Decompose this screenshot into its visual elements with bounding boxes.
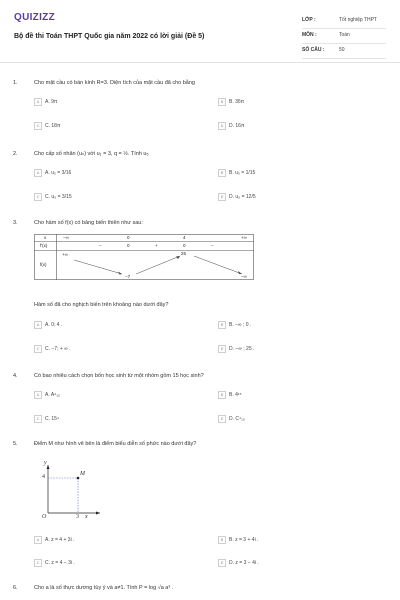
option-text: D. C⁴₁₅ bbox=[229, 416, 245, 422]
f-value: −7 bbox=[125, 274, 131, 279]
option-a[interactable] bbox=[34, 98, 57, 106]
option-b[interactable] bbox=[218, 536, 258, 544]
question-text: Cho cấp số nhân (uₙ) với u₁ = 3, q = ½. Tính u₅ bbox=[34, 151, 149, 157]
option-a[interactable] bbox=[34, 536, 74, 544]
option-b[interactable] bbox=[218, 321, 251, 329]
derivative-zero: 0 bbox=[183, 243, 186, 248]
meta-row-subject bbox=[302, 29, 386, 44]
option-text: D. 16π bbox=[229, 123, 245, 129]
option-letter-box: C bbox=[34, 415, 42, 423]
x-value: 4 bbox=[183, 235, 186, 240]
f-value: +∞ bbox=[62, 252, 68, 257]
option-text: B. −∞ ; 0 . bbox=[229, 322, 252, 328]
meta-value: Toán bbox=[339, 32, 350, 38]
option-text: B. 36π bbox=[229, 99, 245, 105]
question-text: Cho a là số thực dương tùy ý và a≠1. Tính P = log √a a³ . bbox=[34, 585, 174, 591]
option-d[interactable] bbox=[218, 559, 259, 567]
x-value: −∞ bbox=[63, 235, 69, 240]
option-c[interactable] bbox=[34, 345, 71, 353]
option-letter-box: B bbox=[218, 536, 226, 544]
question-text: Cho hàm số f(x) có bảng biến thiên như sau: bbox=[34, 220, 143, 226]
x-tick-label: 3 bbox=[76, 514, 79, 520]
option-letter-box: B bbox=[218, 391, 226, 399]
question-number: 3. bbox=[13, 220, 18, 226]
quizizz-logo: QUIZIZZ bbox=[14, 12, 55, 23]
meta-row-class bbox=[302, 14, 386, 29]
option-letter-box: C bbox=[34, 345, 42, 353]
option-text: A. 9π bbox=[45, 99, 58, 105]
derivative-sign: − bbox=[99, 243, 102, 248]
option-text: C. 18π bbox=[45, 123, 61, 129]
question-number: 5. bbox=[13, 441, 18, 447]
document-title: Bộ đề thi Toán THPT Quốc gia năm 2022 có lời giải (Đề 5) bbox=[14, 33, 205, 40]
option-letter-box: C bbox=[34, 122, 42, 130]
variation-table-lines bbox=[34, 234, 254, 280]
f-row-label: f(x) bbox=[40, 262, 47, 267]
x-row-label: x bbox=[44, 235, 47, 240]
option-letter-box: C bbox=[34, 559, 42, 567]
option-text: C. z = 4 − 3i . bbox=[45, 560, 75, 566]
option-letter-box: A bbox=[34, 391, 42, 399]
meta-box bbox=[302, 14, 386, 59]
increase-arrow bbox=[136, 256, 180, 274]
f-value: 25 bbox=[181, 251, 187, 256]
meta-label: MÔN : bbox=[302, 32, 317, 38]
point-m bbox=[77, 477, 80, 480]
question-text: Cho mặt cầu có bán kính R=3. Diện tích của mặt cầu đã cho bằng bbox=[34, 80, 195, 86]
option-letter-box: D bbox=[218, 122, 226, 130]
x-value: +∞ bbox=[241, 235, 247, 240]
derivative-sign: − bbox=[211, 243, 214, 248]
y-axis-label: y bbox=[44, 460, 47, 466]
option-letter-box: C bbox=[34, 193, 42, 201]
option-letter-box: A bbox=[34, 98, 42, 106]
point-m-label: M bbox=[80, 471, 85, 477]
option-c[interactable] bbox=[34, 415, 59, 423]
variation-table bbox=[34, 234, 254, 280]
option-d[interactable] bbox=[218, 193, 256, 201]
option-c[interactable] bbox=[34, 559, 75, 567]
option-letter-box: D bbox=[218, 559, 226, 567]
option-text: A. u₅ = 3/16 bbox=[45, 170, 72, 176]
option-a[interactable] bbox=[34, 321, 62, 329]
f-value: −∞ bbox=[241, 274, 247, 279]
option-letter-box: D bbox=[218, 345, 226, 353]
x-axis-label: x bbox=[85, 514, 88, 520]
decrease-arrow-1 bbox=[74, 260, 122, 274]
option-text: D. u₅ = 12/5 bbox=[229, 194, 256, 200]
x-value: 0 bbox=[127, 235, 130, 240]
derivative-zero: 0 bbox=[127, 243, 130, 248]
option-d[interactable] bbox=[218, 345, 254, 353]
option-text: B. 4¹⁵ bbox=[229, 392, 242, 398]
option-c[interactable] bbox=[34, 193, 72, 201]
option-text: C. u₅ = 3/15 bbox=[45, 194, 72, 200]
option-letter-box: A bbox=[34, 536, 42, 544]
decrease-arrow-2 bbox=[194, 256, 242, 274]
option-letter-box: B bbox=[218, 98, 226, 106]
meta-label: SỐ CÂU : bbox=[302, 47, 325, 53]
derivative-sign: + bbox=[155, 243, 158, 248]
x-axis-arrow bbox=[96, 512, 100, 515]
option-text: A. z = 4 + 3i . bbox=[45, 537, 75, 543]
option-text: D. −∞ ; 25 . bbox=[229, 346, 255, 352]
meta-label: LỚP : bbox=[302, 17, 316, 23]
meta-value: 50 bbox=[339, 47, 345, 53]
meta-row-count bbox=[302, 44, 386, 59]
option-letter-box: A bbox=[34, 169, 42, 177]
option-d[interactable] bbox=[218, 122, 244, 130]
question-number: 6. bbox=[13, 585, 18, 591]
question-subtext: Hàm số đã cho nghịch biến trên khoảng nào dưới đây? bbox=[34, 302, 169, 308]
option-text: B. u₅ = 1/15 bbox=[229, 170, 256, 176]
question-number: 2. bbox=[13, 151, 18, 157]
option-text: C. 15⁴ bbox=[45, 416, 60, 422]
option-text: B. z = 3 + 4i . bbox=[229, 537, 259, 543]
option-text: C. −7; + ∞ . bbox=[45, 346, 71, 352]
option-letter-box: D bbox=[218, 415, 226, 423]
question-text: Có bao nhiêu cách chọn bốn học sinh từ một nhóm gồm 15 học sinh? bbox=[34, 373, 204, 379]
origin-label: O bbox=[42, 514, 47, 520]
header-divider bbox=[0, 62, 400, 63]
option-text: D. z = 3 − 4i . bbox=[229, 560, 259, 566]
option-letter-box: A bbox=[34, 321, 42, 329]
question-number: 4. bbox=[13, 373, 18, 379]
option-a[interactable] bbox=[34, 169, 71, 177]
option-d[interactable] bbox=[218, 415, 245, 423]
fprime-row-label: f′(x) bbox=[40, 243, 48, 248]
option-a[interactable] bbox=[34, 391, 60, 399]
option-letter-box: B bbox=[218, 169, 226, 177]
question-text: Điểm M như hình vẽ bên là điểm biểu diễn số phức nào dưới đây? bbox=[34, 441, 197, 447]
option-text: A. 0; 4 . bbox=[45, 322, 63, 328]
option-b[interactable] bbox=[218, 391, 242, 399]
y-tick-label: 4 bbox=[42, 474, 45, 480]
option-b[interactable] bbox=[218, 98, 244, 106]
meta-value: Tốt nghiệp THPT bbox=[339, 17, 377, 23]
question-number: 1. bbox=[13, 80, 18, 86]
option-letter-box: B bbox=[218, 321, 226, 329]
option-c[interactable] bbox=[34, 122, 60, 130]
option-letter-box: D bbox=[218, 193, 226, 201]
option-text: A. A⁴₁₅ bbox=[45, 392, 61, 398]
option-b[interactable] bbox=[218, 169, 255, 177]
